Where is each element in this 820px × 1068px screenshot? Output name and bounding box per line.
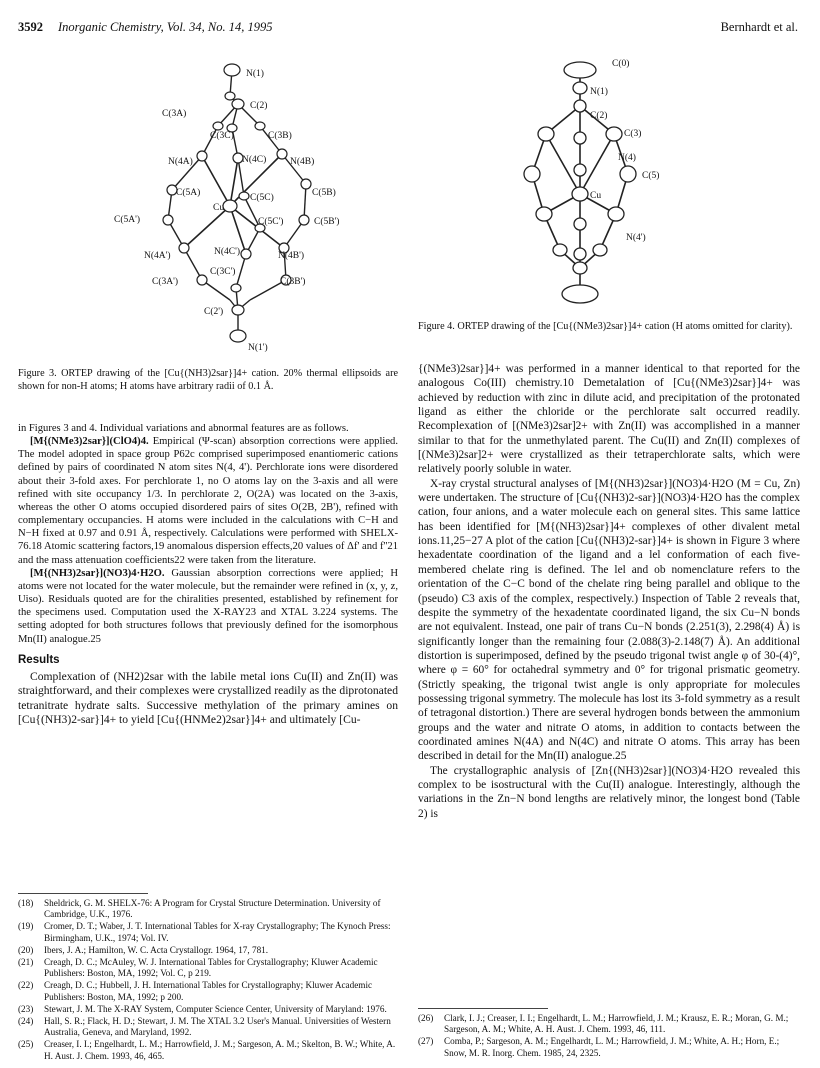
fig3-label: N(4C')	[214, 247, 240, 257]
reference-item	[18, 1039, 398, 1061]
reference-text: Sheldrick, G. M. SHELX-76: A Program for Crystal Structure Determination. University of Cambridge, U.K., 1976.	[44, 898, 381, 920]
figure3-caption: Figure 3. ORTEP drawing of the [Cu{(NH3)2sar}]4+ cation. 20% thermal ellipsoids are shown for non-H atoms; H atoms have arbitrary radii of 0.1 Å.	[18, 368, 398, 392]
left-column	[18, 422, 398, 727]
fig4-label: N(1)	[590, 87, 608, 97]
paragraph-body: Empirical (Ψ-scan) absorption corrections were applied. The model adopted in space group P62c comprised superimposed enantiomeric cations defined by pairs of coordinated N atom sites N(4, 4'). Perchlorate ions were disordered about their 3-fold axes. For perchlorate 1, no O atoms lay on the 3-axis and all were refined with site occupancy 1/3. In perchlorate 2, O(2A) was located on the 3-axis, whereas the other O atoms occupied disordered pairs of sites O(2B, 2B'), refined with complementary occupancies. H atoms were included in the calculations with C−H and N−H fixed at 0.97 and 0.91 Å, respectively. Calculations were performed with SHELX-76.18 Atomic scattering factors,19 anomalous dispersion effects,20 values of Δf' and f''21 and the mass attenuation coefficients22 were taken from the literature.	[18, 436, 398, 566]
page-number: 3592	[18, 20, 43, 34]
reference-number: (27)	[418, 1036, 434, 1047]
fig4-label: C(2)	[590, 111, 608, 121]
fig3-label: N(1')	[248, 343, 268, 353]
reference-text: Cromer, D. T.; Waber, J. T. International Tables for X-ray Crystallography; The Kynoch Press: Birmingham, U.K., 1974; Vol. IV.	[44, 921, 391, 943]
fig3-label: N(4B')	[278, 251, 304, 261]
figure4-caption: Figure 4. ORTEP drawing of the [Cu{(NMe3)2sar}]4+ cation (H atoms omitted for clarity).	[418, 321, 793, 332]
paragraph: X-ray crystal structural analyses of [M{(NH3)2sar}](NO3)4·H2O (M = Cu, Zn) were undertaken. The structure of [Cu{(NH3)2-sar}](NO3)4·H2O has the complex cation, four anions, and a water molecule each on general sites. This same lattice has been identified for [M{(NH3)2sar}]4+ complexes of other divalent metal ions.11,25−27 A plot of the cation [Cu{(NH3)2-sar}]4+ is shown in Figure 3 where hexadentate coordination of the ligand and a lel conformation of each five-membered chelate ring is defined. The lel and ob nomenclature refers to the orientation of the C−C bond of the chelate ring being parallel and oblique to the (pseudo) C3 axis of the complex, respectively.) Inspection of Table 2 reveals that, despite the symmetry of the hexadentate coordinated ligand, the six Cu−N bonds are not equivalent. Instead, one pair of trans Cu−N bonds (2.251(3), 2.298(4) Å) is significantly longer than the remaining four (2.088(3)-2.148(7) Å). An additional distortion is superimposed, defined by the pseudo trigonal twist angle φ of 30-(4)°, where φ = 60° for octahedral symmetry and 0° for trigonal prismatic geometry. (Strictly speaking, the trigonal twist angle is only appropriate for molecules possessing trigonal symmetry. The molecule has lost its 3-fold symmetry as a result of tetragonal distortion.) There are several hydrogen bonds between the ammonium groups and the water and nitrate O atoms, in addition to contacts between the coordinated amines N(4A) and N(4C) and nitrate O atoms. This array has been described in detail for the Mn(II) analogue.25	[418, 477, 800, 763]
fig3-label: C(5C)	[250, 193, 274, 203]
reference-text: Creaser, I. I.; Engelhardt, L. M.; Harrowfield, J. M.; Sargeson, A. M.; Skelton, B. W.; White, A. H. Aust. J. Chem. 1993, 46, 465.	[44, 1039, 396, 1061]
fig3-label: C(3B)	[268, 131, 292, 141]
reference-item	[418, 1036, 800, 1058]
fig4-label: Cu	[590, 191, 602, 201]
reference-item	[18, 957, 398, 979]
fig3-label: C(5A)	[176, 188, 201, 198]
fig4-label: C(5)	[642, 171, 660, 181]
reference-text: Hall, S. R.; Flack, H. D.; Stewart, J. M. The XTAL 3.2 User's Manual. Universities of Western Australia, Geneva, and Maryland, 1992.	[44, 1016, 391, 1038]
fig4-label: N(4)	[618, 153, 636, 163]
reference-number: (25)	[18, 1039, 34, 1050]
reference-number: (23)	[18, 1003, 34, 1014]
paragraph	[18, 435, 398, 567]
footnote-rule	[18, 893, 148, 894]
fig3-label: C(3C)	[210, 131, 234, 141]
reference-text: Stewart, J. M. The X-RAY System, Computer Science Center, University of Maryland: 1976.	[44, 1003, 387, 1014]
reference-text: Creagh, D. C.; McAuley, W. J. International Tables for Crystallography; Kluwer Academic Publishers: Boston, MA, 1992; Vol. C, p 219.	[44, 957, 378, 979]
running-authors: Bernhardt et al.	[720, 20, 798, 34]
fig3-label: C(3A)	[162, 109, 187, 119]
reference-number: (26)	[418, 1013, 434, 1023]
fig3-label: N(1)	[246, 69, 264, 79]
reference-item	[18, 945, 398, 956]
paragraph: Complexation of (NH2)2sar with the labile metal ions Cu(II) and Zn(II) was straightforward, and their complexes were crystallized readily as the diprotonated tetranitrate hydrate salts. Successive methylation of the primary amines on [Cu{(NH3)2-sar}]4+ to yield [Cu{(HNMe2)2sar}]4+ and ultimately [Cu-	[18, 669, 398, 727]
reference-item	[18, 980, 398, 1002]
fig3-label: C(3B')	[280, 277, 306, 287]
paragraph-body: Gaussian absorption corrections were applied; H atoms were not located for the water molecule, but the remainder were refined in (x, y, z, Uiso). Residuals quoted are for the chiralities presented, established by refinement for the specimens used. Computation used the X-RAY23 and XTAL 3.224 systems. The setting adopted for both structures follows that previously defined for the isomorphous Mn(II) analogue.25	[18, 567, 398, 645]
journal-title: Inorganic Chemistry, Vol. 34, No. 14, 1995	[58, 20, 273, 34]
footnote-rule	[418, 1008, 548, 1009]
fig3-label: N(4B)	[290, 157, 315, 167]
reference-number: (22)	[18, 980, 34, 991]
paragraph	[18, 567, 398, 646]
reference-text: Creagh, D. C.; Hubbell, J. H. International Tables for Crystallography; Kluwer Academic Publishers: Boston, MA, 1992; p 200.	[44, 980, 373, 1002]
figure3-ortep	[110, 58, 370, 358]
fig3-label: C(5C')	[258, 217, 284, 227]
reference-text: Ibers, J. A.; Hamilton, W. C. Acta Crystallogr. 1964, 17, 781.	[44, 944, 269, 955]
fig3-label: C(2)	[250, 101, 268, 111]
fig4-label: C(0)	[612, 59, 630, 69]
fig3-label: C(2')	[204, 307, 224, 317]
reference-number: (21)	[18, 957, 34, 968]
fig3-label: C(3C')	[210, 267, 236, 277]
reference-number: (18)	[18, 898, 34, 908]
paragraph: {(NMe3)2sar}]4+ was performed in a manner identical to that reported for the analogous Co(III) chemistry.10 Demetalation of [Cu{(NMe3)2sar}]4+ was achieved by reduction with zinc in dilute acid, and precipitation of the protonated ligand as either the chloride or the perchlorate salt occurred readily. Recomplexation of [(NMe3)2sar]2+ with Zn(II) was accomplished in a manner similar to that for the unmethylated parent. The Cu(II) and Zn(II) complexes of [(NMe3)2sar]2+ were crystallized as their tetraperchlorate salts, which were relatively poorly soluble in water.	[418, 363, 800, 476]
fig3-label: C(5A')	[114, 215, 140, 225]
reference-number: (20)	[18, 944, 34, 955]
fig3-label: C(3A')	[152, 277, 178, 287]
paragraph-heading: [M{(NH3)2sar}](NO3)4·H2O.	[30, 567, 165, 579]
fig3-label: Cu	[213, 203, 225, 213]
reference-item	[18, 1016, 398, 1038]
reference-item	[18, 1004, 398, 1015]
paragraph: The crystallographic analysis of [Zn{(NH3)2sar}](NO3)4·H2O revealed this complex to be isostructural with the Cu(II) analogue. Interestingly, although the variations in the Zn−N bond lengths are relatively minor, the longest bond (Table 2) is	[418, 764, 800, 820]
fig3-label: C(5B)	[312, 188, 336, 198]
fig4-label: C(3)	[624, 129, 642, 139]
right-column	[418, 362, 800, 821]
fig3-label: N(4C)	[242, 155, 267, 165]
paragraph-heading: [M{(NMe3)2sar}](ClO4)4.	[30, 436, 149, 448]
reference-item	[418, 1013, 800, 1035]
fig4-label: N(4')	[626, 233, 646, 243]
fig3-label: N(4A')	[144, 251, 171, 261]
fig3-label: N(4A)	[168, 157, 193, 167]
reference-text: Comba, P.; Sargeson, A. M.; Engelhardt, L. M.; Harrowfield, J. M.; White, A. H.; Horn, E.; Snow, M. R. Inorg. Chem. 1985, 24, 2325.	[444, 1036, 780, 1058]
reference-item	[18, 921, 398, 943]
section-title: Results	[18, 653, 60, 666]
reference-number: (24)	[18, 1016, 34, 1027]
reference-item	[18, 898, 398, 920]
reference-number: (19)	[18, 921, 34, 932]
footnotes-left	[18, 898, 398, 1063]
figure4-ortep	[510, 54, 690, 316]
reference-text: Clark, I. J.; Creaser, I. I.; Engelhardt, L. M.; Harrowfield, J. M.; Krausz, E. R.; Moran, G. M.; Sargeson, A. M.; White, A. H. Aust. J. Chem. 1993, 46, 111.	[444, 1013, 789, 1035]
footnotes-right	[418, 1013, 800, 1060]
paragraph: in Figures 3 and 4. Individual variations and abnormal features are as follows.	[18, 423, 349, 434]
fig3-label: C(5B')	[314, 217, 340, 227]
